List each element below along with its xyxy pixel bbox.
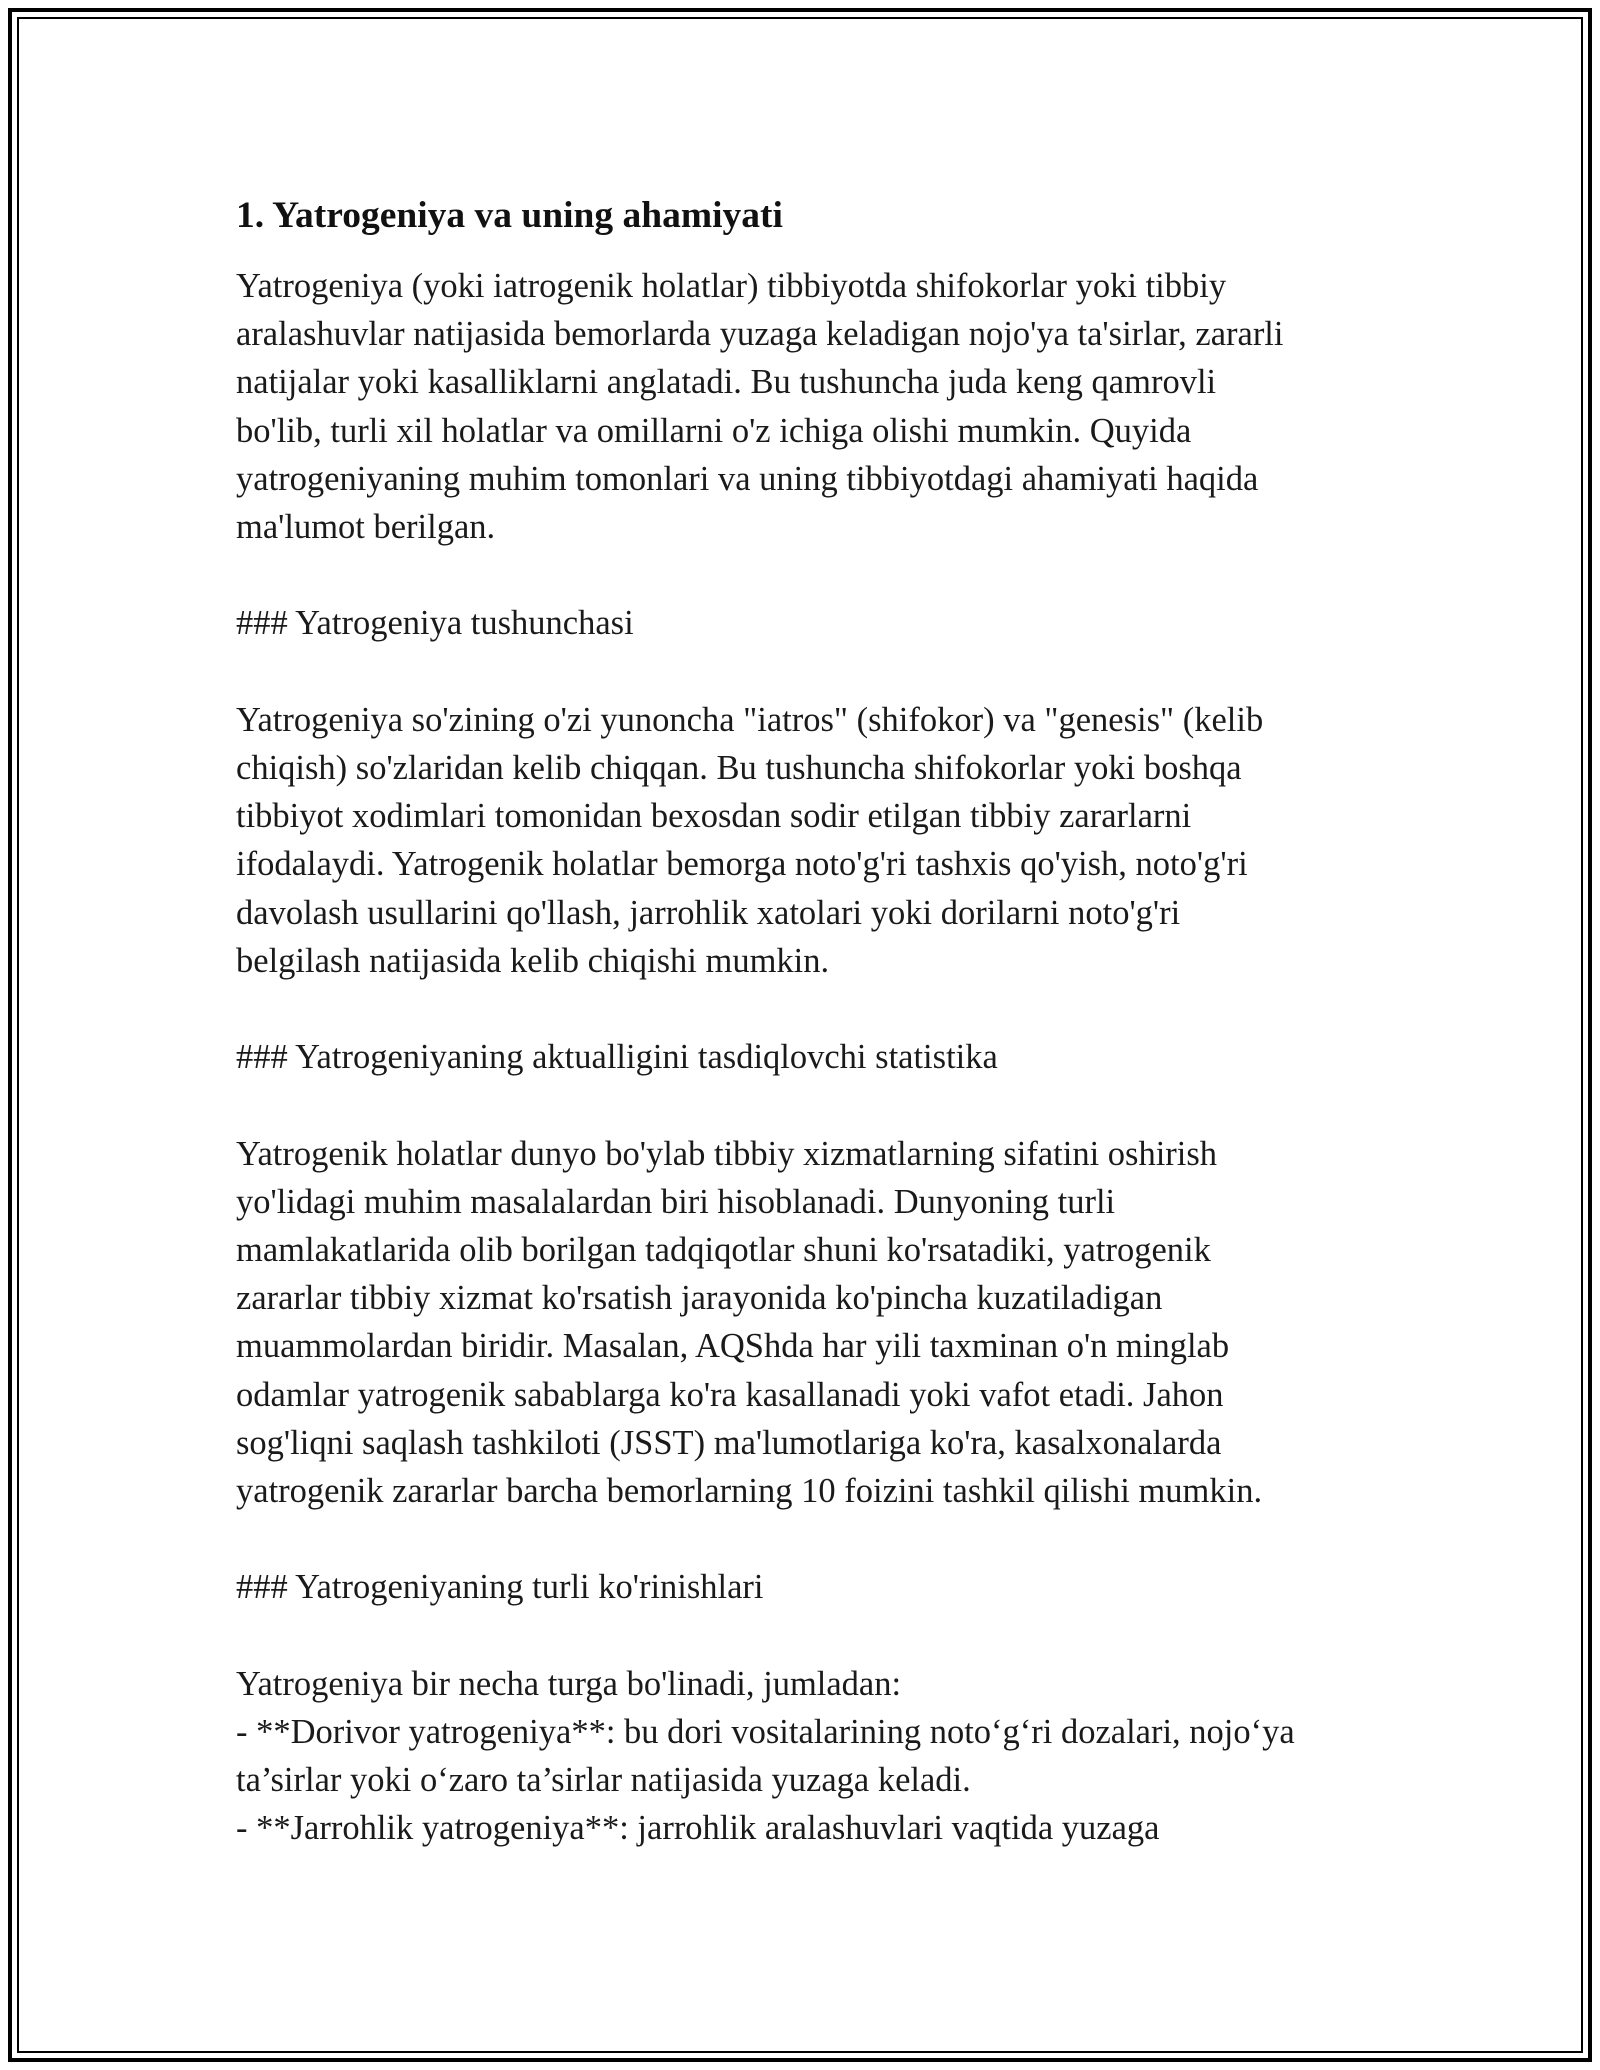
text-line: muammolardan biridir. Masalan, AQShda har yili taxminan o'n minglab [236,1327,1230,1366]
section-heading [236,1033,1396,1081]
text-line: mamlakatlarida olib borilgan tadqiqotlar shuni ko'rsatadiki, yatrogenik [236,1231,1211,1269]
text-line: Yatrogenik holatlar dunyo bo'ylab tibbiy xizmatlarning sifatini oshirish [236,1134,1218,1173]
section-heading [236,1563,1396,1611]
text-line: aralashuvlar natijasida bemorlarda yuzaga keladigan nojo'ya ta'sirlar, zararli [236,315,1284,354]
text-line: yatrogeniyaning muhim tomonlari va uning tibbiyotdagi ahamiyati haqida [236,459,1259,498]
paragraph [236,696,1396,985]
text-line: natijalar yoki kasalliklarni anglatadi. Bu tushuncha juda keng qamrovli [236,363,1217,402]
text-line: Yatrogeniya so'zining o'zi yunoncha "iatros" (shifokor) va "genesis" (kelib [236,700,1264,739]
text-line: yo'lidagi muhim masalalardan biri hisoblanadi. Dunyoning turli [236,1182,1116,1221]
text-line: ma'lumot berilgan. [236,508,496,547]
block-spacer [236,985,1396,1033]
paragraph [236,1660,1396,1853]
text-line: tibbiyot xodimlari tomonidan bexosdan sodir etilgan tibbiy zararlarni [236,797,1192,836]
text-line: Yatrogeniya (yoki iatrogenik holatlar) tibbiyotda shifokorlar yoki tibbiy [236,267,1227,305]
text-line: ifodalaydi. Yatrogenik holatlar bemorga noto'g'ri tashxis qo'yish, noto'g'ri [236,845,1248,884]
text-line: yatrogenik zararlar barcha bemorlarning 10 foizini tashkil qilishi mumkin. [236,1472,1263,1511]
text-line: zararlar tibbiy xizmat ko'rsatish jarayonida ko'pincha kuzatiladigan [236,1279,1163,1318]
text-line: bo'lib, turli xil holatlar va omillarni o'z ichiga olishi mumkin. Quyida [236,411,1192,450]
text-line: chiqish) so'zlaridan kelib chiqqan. Bu tushuncha shifokorlar yoki boshqa [236,749,1242,787]
text-line: ### Yatrogeniyaning aktualligini tasdiqlovchi statistika [236,1038,998,1077]
text-line: ### Yatrogeniya tushunchasi [236,604,634,643]
block-spacer [236,648,1396,696]
block-spacer [236,1612,1396,1660]
paragraph [236,262,1396,551]
document-blocks [236,262,1396,1853]
text-line: ta’sirlar yoki o‘zaro ta’sirlar natijasida yuzaga keladi. [236,1761,971,1800]
text-line: - **Dorivor yatrogeniya**: bu dori vositalarining noto‘g‘ri dozalari, nojo‘ya [236,1713,1295,1751]
text-line: sog'liqni saqlash tashkiloti (JSST) ma'lumotlariga ko'ra, kasalxonalarda [236,1423,1222,1462]
text-line: davolash usullarini qo'llash, jarrohlik xatolari yoki dorilarni noto'g'ri [236,893,1181,932]
text-line: Yatrogeniya bir necha turga bo'linadi, jumladan: [236,1664,902,1703]
section-heading [236,599,1396,647]
text-line: ### Yatrogeniyaning turli ko'rinishlari [236,1568,764,1607]
block-spacer [236,1515,1396,1563]
document-body [236,186,1396,1853]
block-spacer [236,551,1396,599]
text-line: odamlar yatrogenik sabablarga ko'ra kasallanadi yoki vafot etadi. Jahon [236,1375,1224,1414]
paragraph [236,1130,1396,1516]
text-line: - **Jarrohlik yatrogeniya**: jarrohlik aralashuvlari vaqtida yuzaga [236,1809,1160,1848]
block-spacer [236,1081,1396,1129]
document-title: 1. Yatrogeniya va uning ahamiyati [236,195,783,236]
text-line: belgilash natijasida kelib chiqishi mumkin. [236,941,830,980]
